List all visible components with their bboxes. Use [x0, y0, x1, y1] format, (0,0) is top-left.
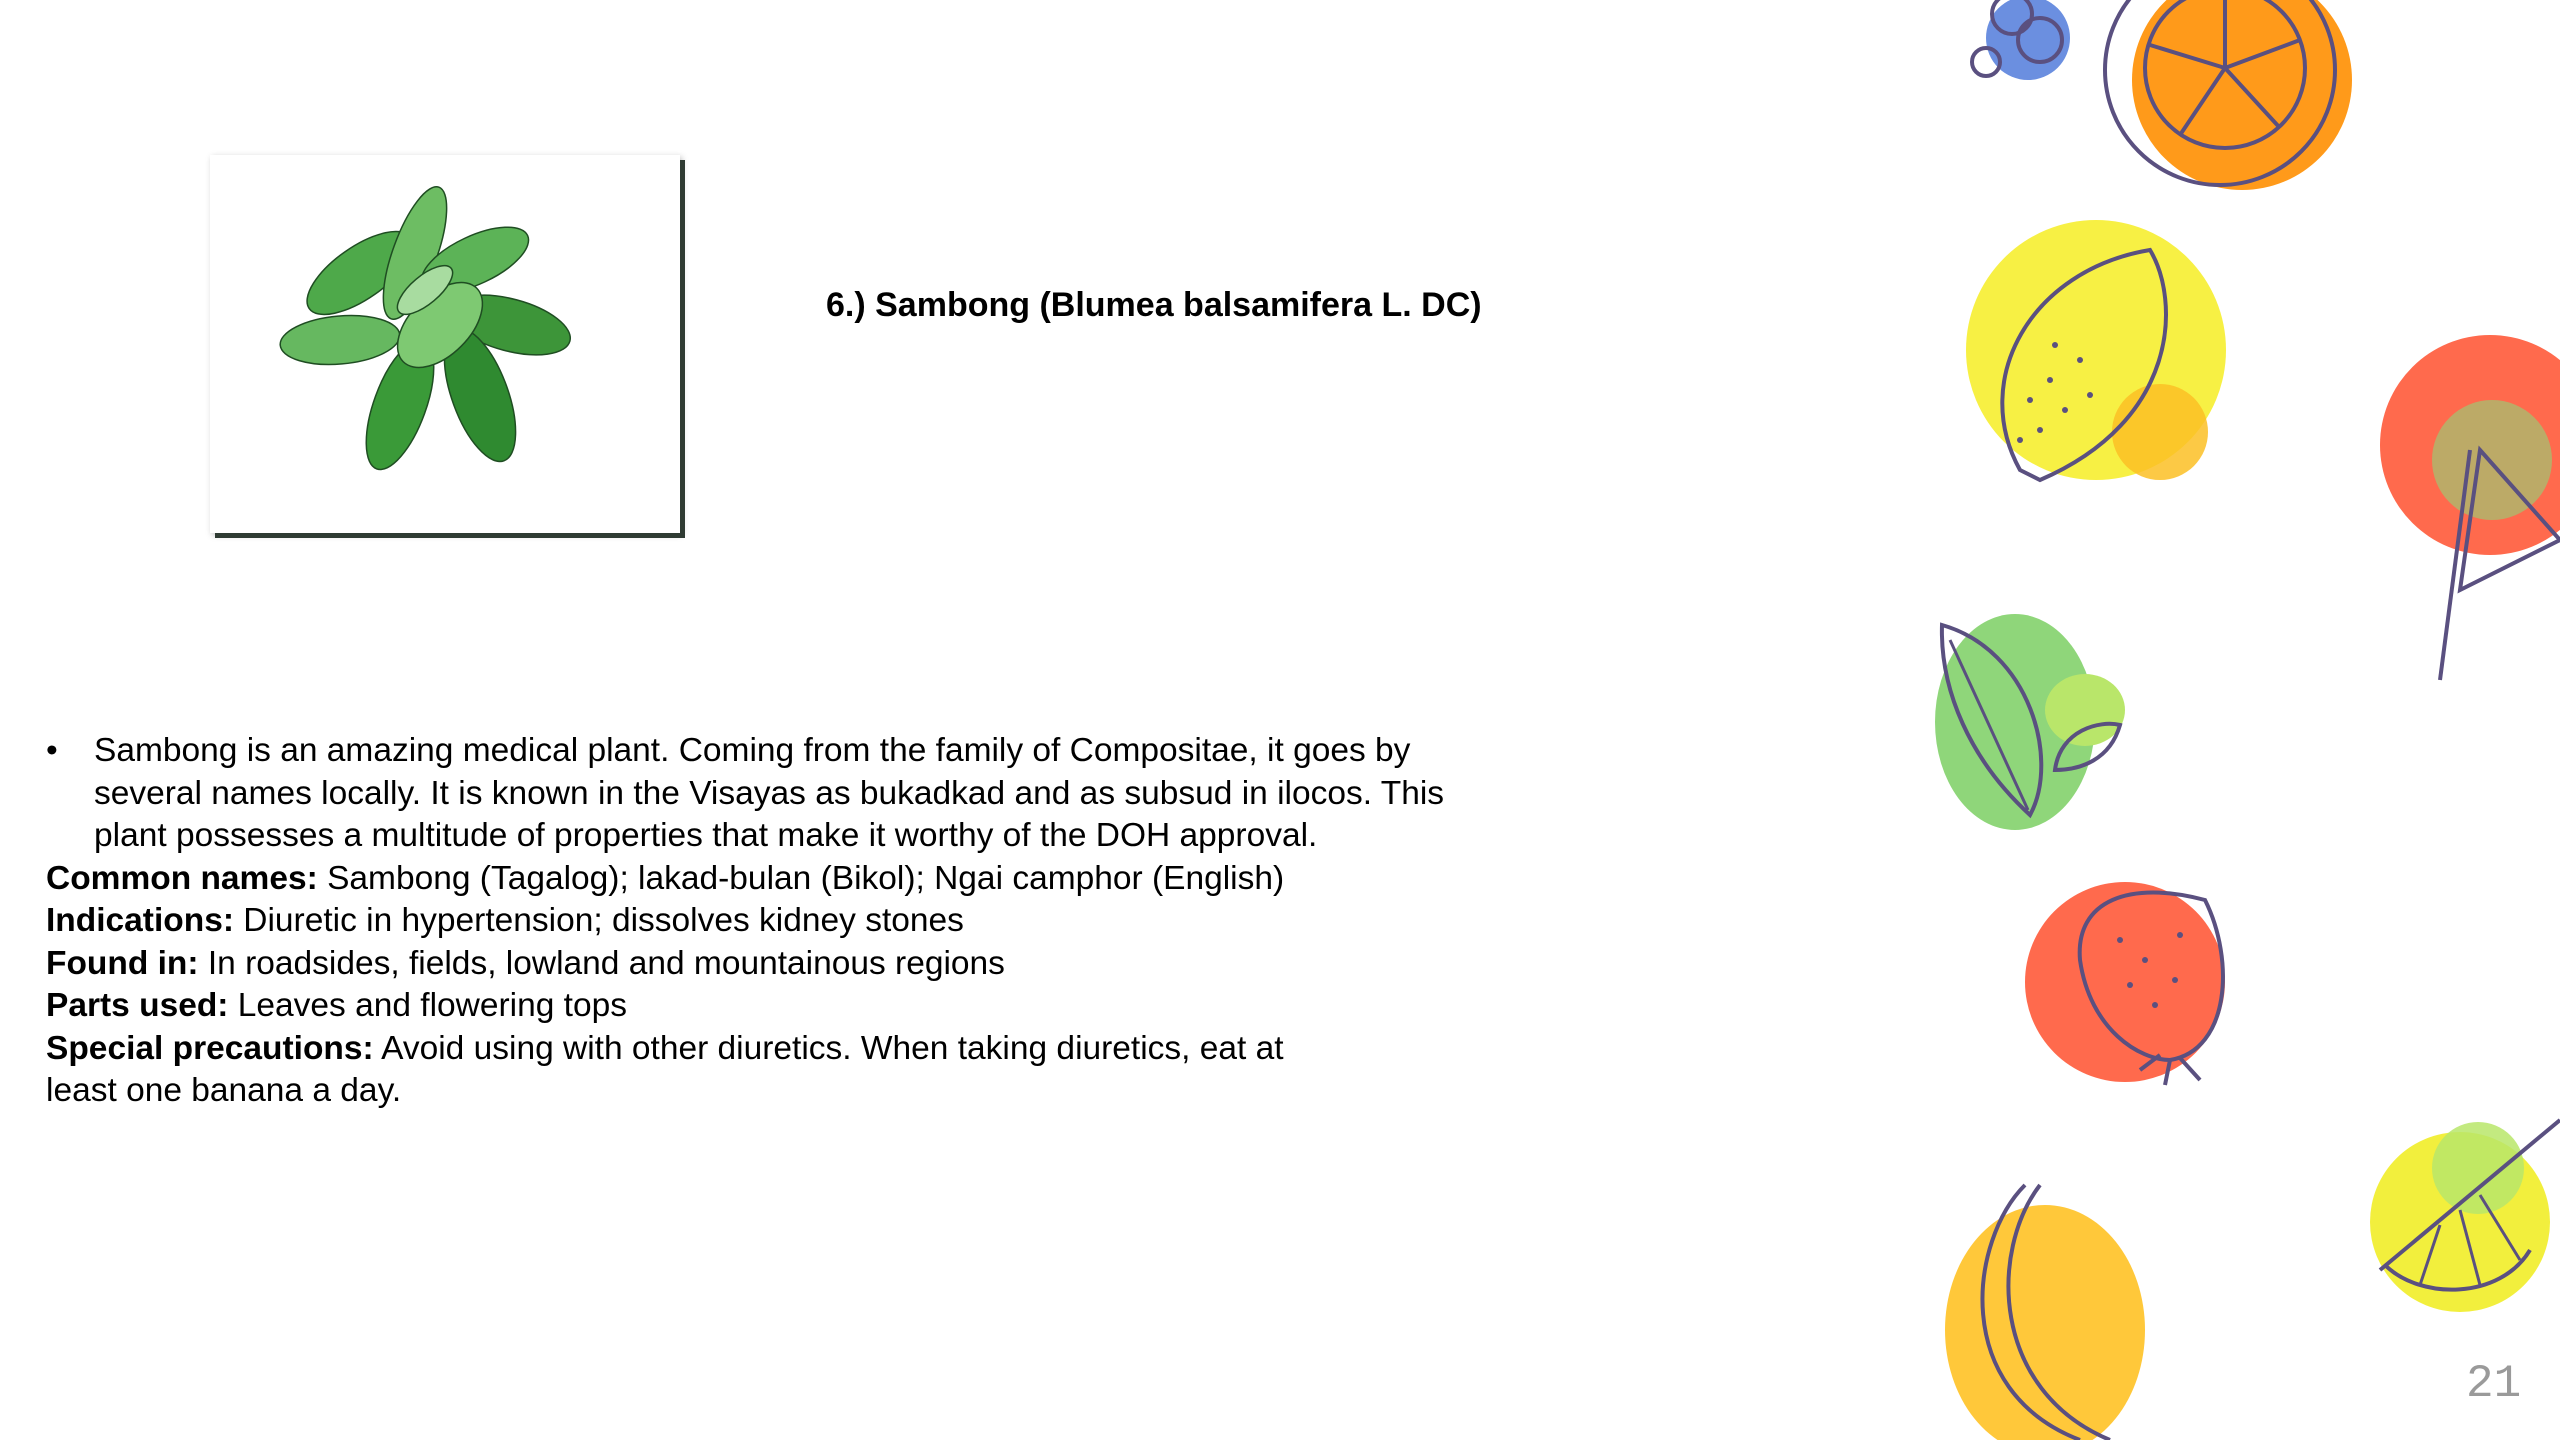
special-precautions-row [46, 1028, 1566, 1113]
banana-icon [1945, 1185, 2145, 1440]
indications-value: Diuretic in hypertension; dissolves kidney stones [233, 902, 964, 939]
strawberry-icon [2025, 882, 2225, 1085]
common-names-row [46, 858, 1566, 901]
parts-used-value: Leaves and flowering tops [228, 987, 627, 1024]
parts-used-label: Parts used: [46, 987, 229, 1024]
slide-title: 6.) Sambong (Blumea balsamifera L. DC) [826, 286, 1482, 324]
found-in-label: Found in: [46, 944, 199, 982]
intro-line-1: Sambong is an amazing medical plant. Coming from the family of Compositae, it goes by [94, 732, 1411, 769]
watermelon-icon [2380, 335, 2560, 680]
bullet-icon: • [46, 732, 58, 769]
indications-row [46, 900, 1566, 943]
found-in-row [46, 943, 1566, 986]
found-in-value: In roadsides, fields, lowland and mountainous regions [198, 944, 1005, 982]
blueberry-icon [1972, 0, 2070, 80]
intro-line-2: several names locally. It is known in the Visayas as bukadkad and as subsud in ilocos. This [94, 774, 1445, 812]
indications-label: Indications: [46, 902, 234, 939]
common-names-label: Common names: [46, 859, 318, 897]
page-number: 21 [2466, 1358, 2522, 1410]
intro-line-3: plant possesses a multitude of properties that make it worthy of the DOH approval. [94, 817, 1318, 854]
special-precautions-label: Special precautions: [46, 1029, 374, 1067]
lime-icon [2370, 1120, 2560, 1312]
special-precautions-continuation: least one banana a day. [46, 1072, 402, 1109]
lemon-icon [1966, 220, 2226, 480]
plant-illustration [210, 155, 680, 533]
special-precautions-value: Avoid using with other diuretics. When taking diuretics, eat at [373, 1029, 1284, 1067]
leaf-icon [1935, 614, 2125, 830]
orange-icon [2105, 0, 2352, 190]
sambong-plant-image [210, 155, 680, 533]
plant-description [46, 730, 1566, 1113]
parts-used-row [46, 985, 1566, 1028]
intro-bullet [46, 730, 1566, 858]
fruit-doodles-decoration [1880, 0, 2560, 1440]
common-names-value: Sambong (Tagalog); lakad-bulan (Bikol); Ngai camphor (English) [317, 859, 1285, 897]
